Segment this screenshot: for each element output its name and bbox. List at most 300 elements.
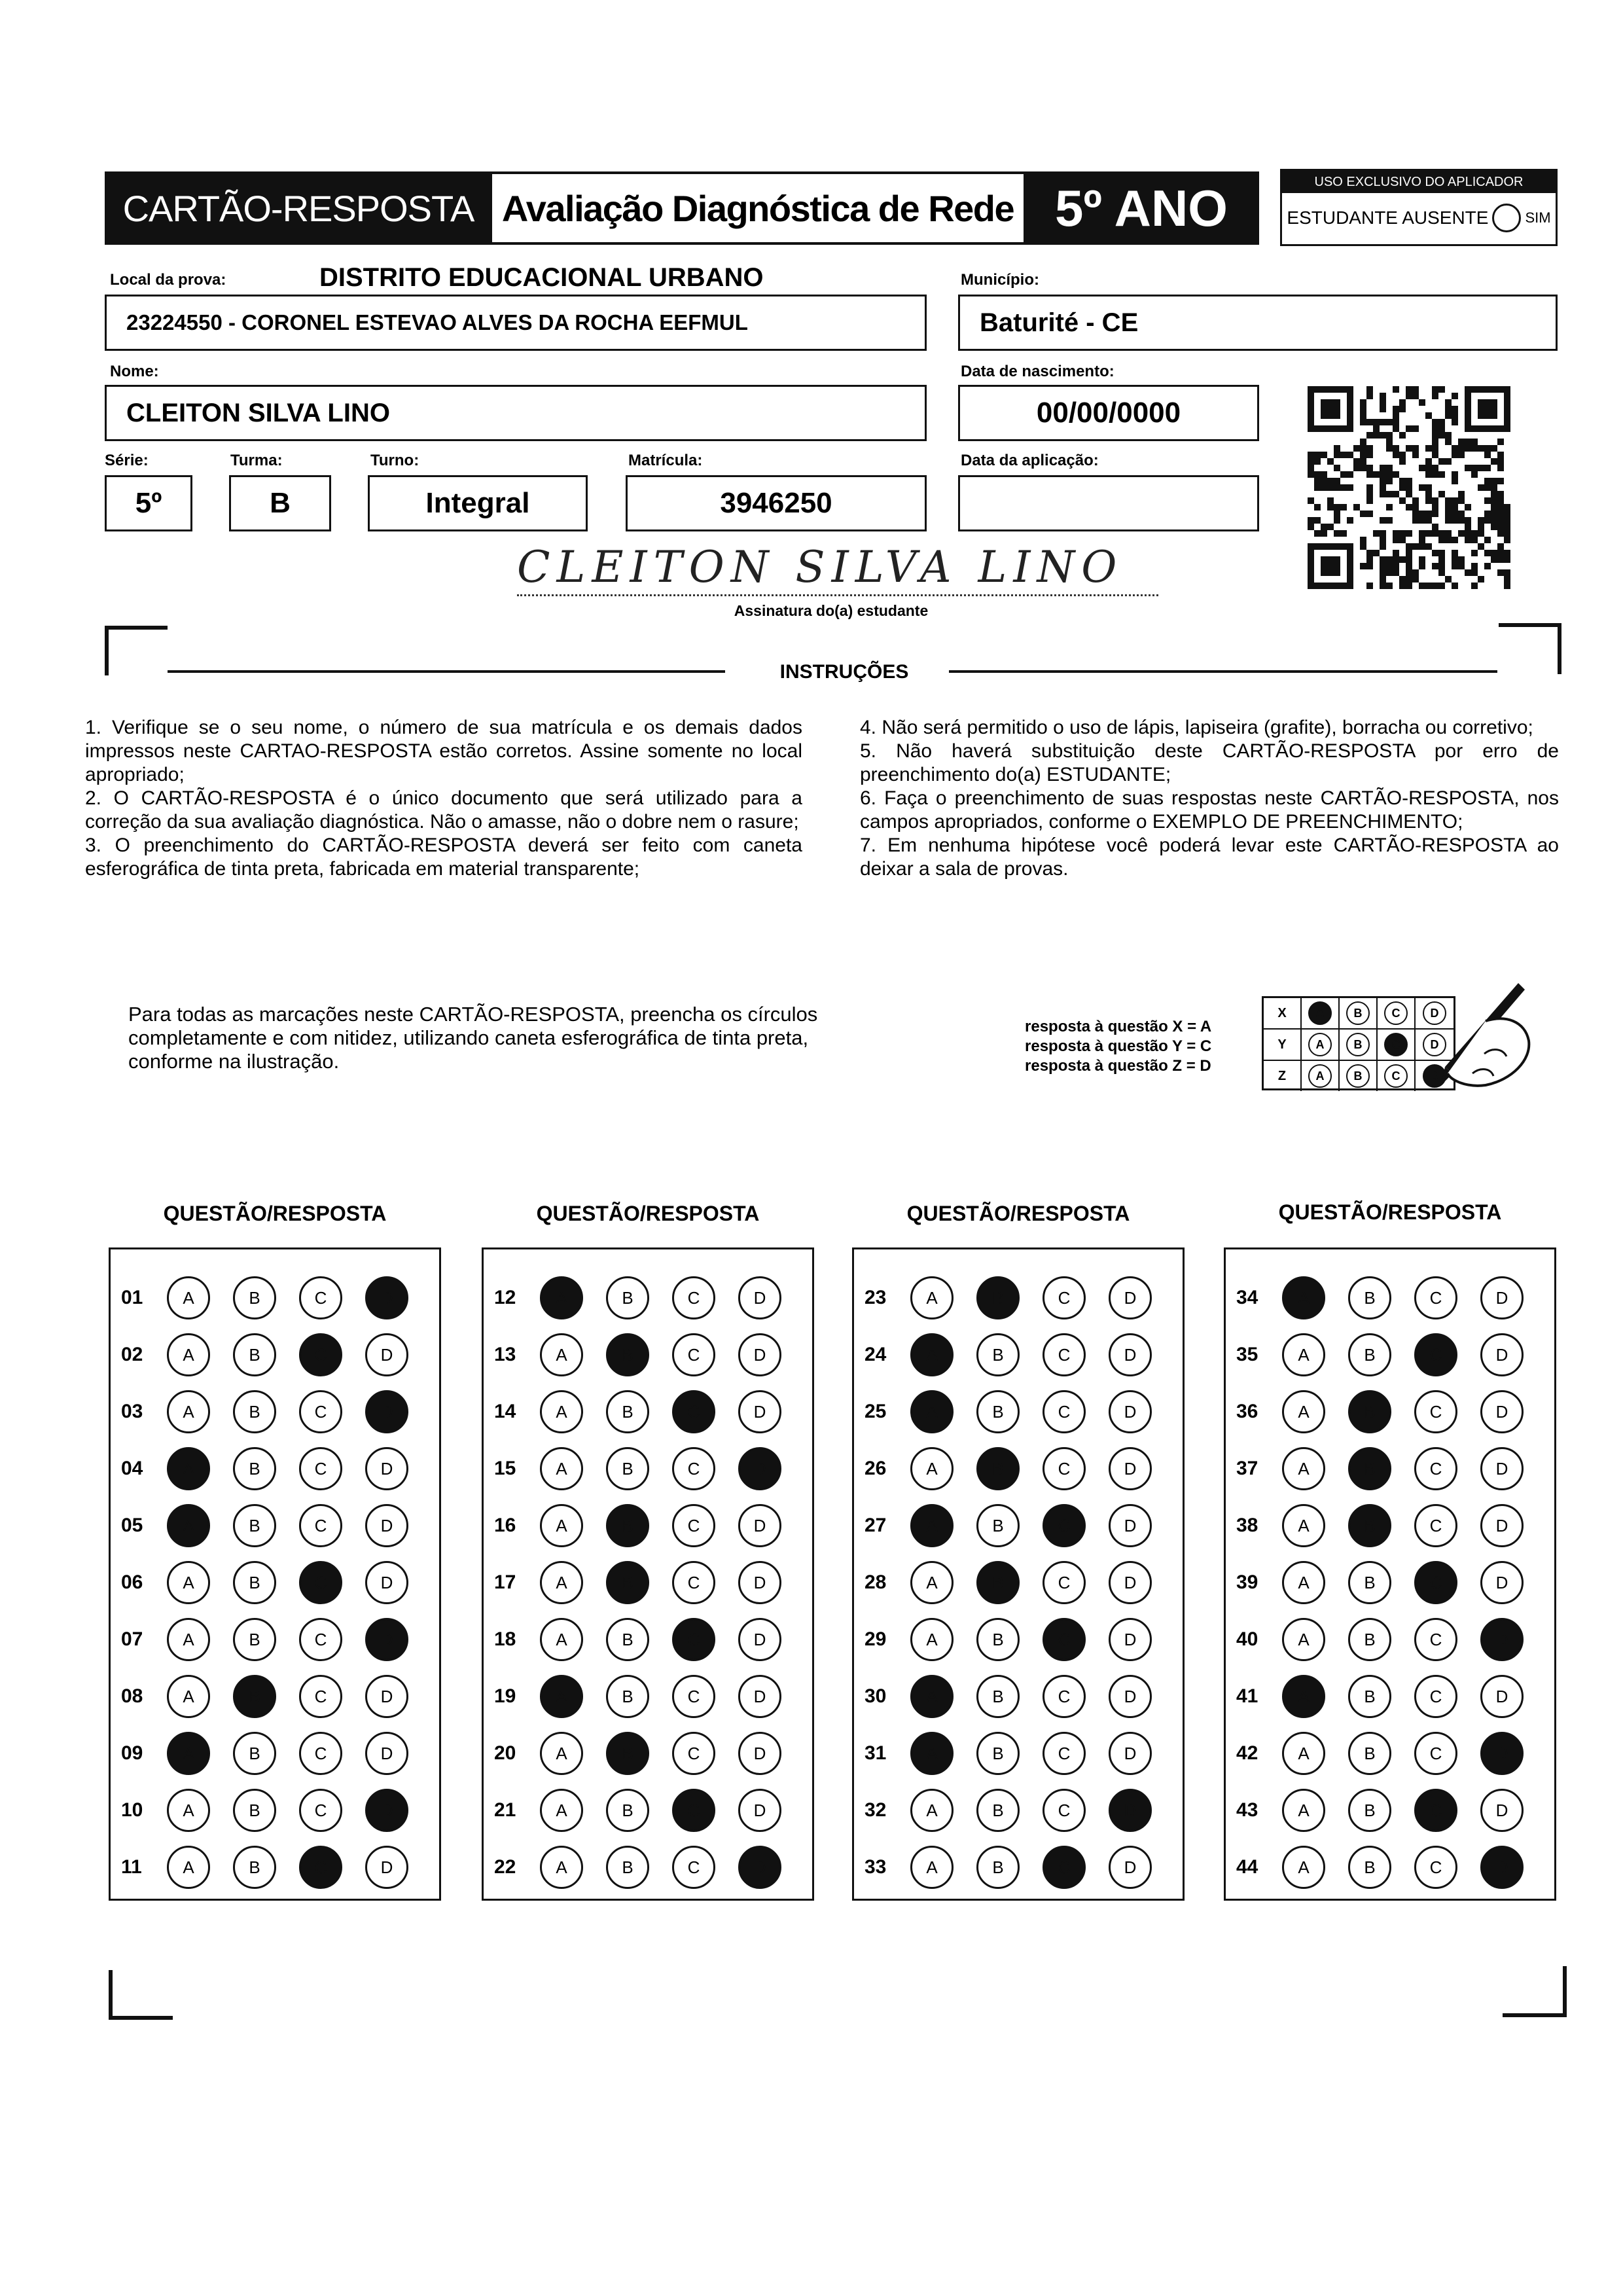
answer-bubble-d[interactable]: D bbox=[738, 1390, 781, 1433]
aplicacao-label: Data da aplicação: bbox=[961, 452, 1099, 469]
answer-bubble-b[interactable]: B bbox=[606, 1789, 649, 1832]
instructions-right bbox=[860, 716, 1559, 881]
answer-bubble-d[interactable]: D bbox=[365, 1390, 408, 1433]
answer-bubble-b[interactable]: B bbox=[976, 1447, 1020, 1490]
answer-bubble-b[interactable]: B bbox=[606, 1732, 649, 1775]
answer-bubble-b[interactable]: B bbox=[1348, 1333, 1391, 1376]
question-row bbox=[111, 1497, 431, 1554]
answer-bubble-a[interactable]: A bbox=[910, 1675, 954, 1718]
question-row bbox=[111, 1554, 431, 1611]
answer-bubble-a[interactable]: A bbox=[167, 1333, 210, 1376]
question-number: 21 bbox=[494, 1799, 516, 1821]
question-number: 02 bbox=[121, 1344, 143, 1365]
answer-bubble-c[interactable]: C bbox=[299, 1732, 342, 1775]
answer-bubble-b[interactable]: B bbox=[1348, 1846, 1391, 1889]
question-row bbox=[111, 1326, 431, 1384]
answer-bubble-a[interactable]: A bbox=[540, 1447, 583, 1490]
answer-bubble-d[interactable]: D bbox=[738, 1561, 781, 1604]
answer-bubble-c[interactable]: C bbox=[1043, 1618, 1086, 1661]
question-number: 25 bbox=[865, 1401, 887, 1422]
answer-bubble-a[interactable]: A bbox=[1282, 1504, 1325, 1547]
example-bubble-d: D bbox=[1423, 1001, 1446, 1025]
answer-bubble-b[interactable]: B bbox=[606, 1333, 649, 1376]
answer-bubble-a[interactable]: A bbox=[1282, 1561, 1325, 1604]
applicator-box bbox=[1280, 169, 1558, 246]
answer-bubble-a[interactable]: A bbox=[910, 1732, 954, 1775]
answer-bubble-a[interactable]: A bbox=[540, 1846, 583, 1889]
answer-bubble-b[interactable]: B bbox=[1348, 1675, 1391, 1718]
example-cell bbox=[1340, 1030, 1378, 1060]
example-bubble-a: A bbox=[1308, 1064, 1332, 1088]
answer-bubble-d[interactable]: D bbox=[1480, 1333, 1524, 1376]
answer-bubble-b[interactable]: B bbox=[1348, 1447, 1391, 1490]
answer-bubble-a[interactable]: A bbox=[1282, 1675, 1325, 1718]
answer-bubble-b[interactable]: B bbox=[976, 1675, 1020, 1718]
answer-bubble-d[interactable]: D bbox=[738, 1732, 781, 1775]
question-row bbox=[854, 1611, 1175, 1668]
example-bubble-b: B bbox=[1346, 1033, 1370, 1056]
question-number: 07 bbox=[121, 1628, 143, 1650]
question-number: 11 bbox=[121, 1856, 142, 1878]
answer-bubble-b[interactable]: B bbox=[976, 1390, 1020, 1433]
answer-bubble-c[interactable]: C bbox=[672, 1504, 715, 1547]
answer-grid-3 bbox=[852, 1247, 1185, 1901]
serie-label: Série: bbox=[105, 452, 149, 469]
answer-bubble-b[interactable]: B bbox=[233, 1789, 276, 1832]
corner-mark-top-left bbox=[105, 626, 168, 675]
local-label: Local da prova: bbox=[110, 271, 226, 289]
question-number: 38 bbox=[1236, 1515, 1258, 1536]
answer-bubble-b[interactable]: B bbox=[1348, 1732, 1391, 1775]
answer-bubble-c[interactable]: C bbox=[299, 1789, 342, 1832]
answer-bubble-c[interactable]: C bbox=[672, 1276, 715, 1319]
instruction-7: 7. Em nenhuma hipótese você poderá levar este CARTÃO-RESPOSTA ao deixar a sala de provas. bbox=[860, 834, 1559, 880]
question-number: 15 bbox=[494, 1458, 516, 1479]
answer-bubble-a[interactable]: A bbox=[1282, 1618, 1325, 1661]
instructions-left bbox=[85, 716, 802, 881]
answer-bubble-b[interactable]: B bbox=[606, 1276, 649, 1319]
answer-bubble-d[interactable]: D bbox=[365, 1846, 408, 1889]
question-row bbox=[484, 1839, 804, 1896]
answer-bubble-c[interactable]: C bbox=[672, 1390, 715, 1433]
answer-bubble-c[interactable]: C bbox=[1414, 1618, 1457, 1661]
answer-bubble-c[interactable]: C bbox=[299, 1447, 342, 1490]
corner-mark-bottom-right bbox=[1503, 1966, 1567, 2017]
answer-bubble-d[interactable]: D bbox=[738, 1618, 781, 1661]
answer-bubble-a[interactable]: A bbox=[167, 1504, 210, 1547]
question-number: 36 bbox=[1236, 1401, 1258, 1422]
question-row bbox=[854, 1440, 1175, 1498]
answer-bubble-c[interactable]: C bbox=[1414, 1276, 1457, 1319]
local-field bbox=[105, 295, 927, 351]
answer-bubble-d[interactable]: D bbox=[738, 1789, 781, 1832]
question-row bbox=[1226, 1782, 1546, 1839]
answer-bubble-d[interactable]: D bbox=[1109, 1675, 1152, 1718]
answer-bubble-a[interactable]: A bbox=[910, 1276, 954, 1319]
question-number: 43 bbox=[1236, 1799, 1258, 1821]
question-row bbox=[854, 1383, 1175, 1441]
question-number: 10 bbox=[121, 1799, 143, 1821]
answer-bubble-a[interactable]: A bbox=[540, 1789, 583, 1832]
answer-bubble-b[interactable]: B bbox=[233, 1618, 276, 1661]
answer-bubble-b[interactable]: B bbox=[233, 1504, 276, 1547]
answer-bubble-a[interactable]: A bbox=[1282, 1276, 1325, 1319]
question-row bbox=[484, 1725, 804, 1782]
answer-bubble-d[interactable]: D bbox=[1109, 1276, 1152, 1319]
answer-bubble-c[interactable]: C bbox=[1043, 1447, 1086, 1490]
answer-bubble-c[interactable]: C bbox=[672, 1846, 715, 1889]
question-number: 01 bbox=[121, 1287, 143, 1308]
answer-bubble-c[interactable]: C bbox=[299, 1276, 342, 1319]
example-bubble-c: C bbox=[1384, 1001, 1408, 1025]
answer-bubble-a[interactable]: A bbox=[167, 1789, 210, 1832]
answer-bubble-d[interactable]: D bbox=[1109, 1789, 1152, 1832]
answer-bubble-c[interactable]: C bbox=[672, 1333, 715, 1376]
answer-bubble-c[interactable]: C bbox=[1043, 1504, 1086, 1547]
question-number: 24 bbox=[865, 1344, 887, 1365]
answer-bubble-c[interactable]: C bbox=[299, 1675, 342, 1718]
answer-bubble-d[interactable]: D bbox=[365, 1276, 408, 1319]
answer-bubble-c[interactable]: C bbox=[672, 1675, 715, 1718]
example-row-label: Y bbox=[1264, 1030, 1302, 1060]
answer-bubble-b[interactable]: B bbox=[976, 1276, 1020, 1319]
answer-bubble-c[interactable]: C bbox=[1414, 1561, 1457, 1604]
nome-value: CLEITON SILVA LINO bbox=[126, 398, 390, 427]
answer-bubble-d[interactable]: D bbox=[1480, 1732, 1524, 1775]
answer-bubble-a[interactable]: A bbox=[910, 1390, 954, 1433]
answer-bubble-b[interactable]: B bbox=[1348, 1276, 1391, 1319]
evaluation-title-box bbox=[490, 171, 1026, 245]
question-row bbox=[854, 1782, 1175, 1839]
answer-bubble-a[interactable]: A bbox=[910, 1333, 954, 1376]
question-row bbox=[111, 1839, 431, 1896]
turma-value: B bbox=[270, 487, 291, 519]
answer-bubble-d[interactable]: D bbox=[1109, 1846, 1152, 1889]
answer-bubble-b[interactable]: B bbox=[976, 1333, 1020, 1376]
municipio-value: Baturité - CE bbox=[980, 308, 1139, 337]
answer-bubble-d[interactable]: D bbox=[1480, 1276, 1524, 1319]
question-number: 13 bbox=[494, 1344, 516, 1365]
answer-bubble-d[interactable]: D bbox=[365, 1618, 408, 1661]
answer-bubble-a[interactable]: A bbox=[540, 1732, 583, 1775]
answer-bubble-b[interactable]: B bbox=[976, 1504, 1020, 1547]
question-number: 34 bbox=[1236, 1287, 1258, 1308]
answer-bubble-a[interactable]: A bbox=[910, 1561, 954, 1604]
answer-bubble-b[interactable]: B bbox=[606, 1618, 649, 1661]
question-row bbox=[1226, 1554, 1546, 1611]
question-row bbox=[1226, 1839, 1546, 1896]
answer-bubble-b[interactable]: B bbox=[233, 1675, 276, 1718]
answer-bubble-c[interactable]: C bbox=[299, 1561, 342, 1604]
answer-bubble-d[interactable]: D bbox=[1480, 1504, 1524, 1547]
example-cell bbox=[1302, 998, 1340, 1028]
answer-bubble-b[interactable]: B bbox=[606, 1561, 649, 1604]
answer-bubble-c[interactable]: C bbox=[299, 1618, 342, 1661]
question-number: 03 bbox=[121, 1401, 143, 1422]
answer-bubble-c[interactable]: C bbox=[1043, 1390, 1086, 1433]
answer-bubble-c[interactable]: C bbox=[1043, 1333, 1086, 1376]
answer-bubble-b[interactable]: B bbox=[233, 1846, 276, 1889]
question-row bbox=[1226, 1269, 1546, 1327]
answer-bubble-c[interactable]: C bbox=[1414, 1333, 1457, 1376]
question-row bbox=[854, 1839, 1175, 1896]
example-bubble-c: C bbox=[1384, 1033, 1408, 1056]
grade-label: 5º ANO bbox=[1055, 179, 1228, 237]
question-number: 19 bbox=[494, 1685, 516, 1707]
answer-bubble-c[interactable]: C bbox=[299, 1390, 342, 1433]
answer-bubble-a[interactable]: A bbox=[167, 1675, 210, 1718]
answer-bubble-c[interactable]: C bbox=[299, 1846, 342, 1889]
example-cell bbox=[1302, 1061, 1340, 1091]
instruction-1: 1. Verifique se o seu nome, o número de sua matrícula e os demais dados impressos neste CARTAO-RESPOSTA estão corretos. Assine somente no local apropriado; bbox=[85, 717, 802, 785]
question-row bbox=[1226, 1326, 1546, 1384]
instruction-5: 5. Não haverá substituição deste CARTÃO-RESPOSTA por erro de preenchimento do(a) ESTUDANTE; bbox=[860, 740, 1559, 785]
answer-bubble-d[interactable]: D bbox=[738, 1447, 781, 1490]
applicator-header: USO EXCLUSIVO DO APLICADOR bbox=[1282, 171, 1556, 193]
example-cell bbox=[1340, 998, 1378, 1028]
question-row bbox=[1226, 1383, 1546, 1441]
answer-bubble-d[interactable]: D bbox=[738, 1846, 781, 1889]
answer-bubble-a[interactable]: A bbox=[910, 1846, 954, 1889]
column-title-4: QUESTÃO/RESPOSTA bbox=[1278, 1200, 1502, 1224]
answer-bubble-a[interactable]: A bbox=[167, 1447, 210, 1490]
example-bubble-a: A bbox=[1308, 1001, 1332, 1025]
answer-bubble-a[interactable]: A bbox=[910, 1504, 954, 1547]
answer-bubble-d[interactable]: D bbox=[1480, 1390, 1524, 1433]
example-line-x: resposta à questão X = A bbox=[1025, 1018, 1212, 1035]
answer-bubble-c[interactable]: C bbox=[1043, 1675, 1086, 1718]
local-district: DISTRITO EDUCACIONAL URBANO bbox=[319, 263, 764, 292]
answer-bubble-c[interactable]: C bbox=[1043, 1846, 1086, 1889]
answer-bubble-a[interactable]: A bbox=[910, 1618, 954, 1661]
answer-bubble-b[interactable]: B bbox=[606, 1447, 649, 1490]
answer-bubble-d[interactable]: D bbox=[1109, 1447, 1152, 1490]
question-row bbox=[1226, 1725, 1546, 1782]
answer-bubble-d[interactable]: D bbox=[1480, 1846, 1524, 1889]
question-row bbox=[484, 1440, 804, 1498]
answer-bubble-d[interactable]: D bbox=[738, 1333, 781, 1376]
answer-bubble-a[interactable]: A bbox=[167, 1390, 210, 1433]
answer-bubble-b[interactable]: B bbox=[233, 1333, 276, 1376]
answer-bubble-b[interactable]: B bbox=[1348, 1390, 1391, 1433]
turma-label: Turma: bbox=[230, 452, 283, 469]
question-number: 12 bbox=[494, 1287, 516, 1308]
question-row bbox=[1226, 1497, 1546, 1554]
answer-bubble-d[interactable]: D bbox=[1109, 1618, 1152, 1661]
example-row-label: X bbox=[1264, 998, 1302, 1028]
corner-mark-bottom-left bbox=[109, 1970, 173, 2020]
nascimento-field bbox=[958, 385, 1259, 441]
example-line-z: resposta à questão Z = D bbox=[1025, 1057, 1211, 1075]
answer-bubble-c[interactable]: C bbox=[1414, 1447, 1457, 1490]
question-row bbox=[484, 1326, 804, 1384]
answer-bubble-a[interactable]: A bbox=[167, 1561, 210, 1604]
answer-bubble-b[interactable]: B bbox=[976, 1732, 1020, 1775]
answer-bubble-b[interactable]: B bbox=[606, 1846, 649, 1889]
question-row bbox=[854, 1668, 1175, 1725]
answer-bubble-b[interactable]: B bbox=[976, 1846, 1020, 1889]
answer-bubble-a[interactable]: A bbox=[540, 1390, 583, 1433]
question-row bbox=[1226, 1611, 1546, 1668]
question-row bbox=[111, 1611, 431, 1668]
cartao-resposta-label: CARTÃO-RESPOSTA bbox=[122, 187, 474, 229]
answer-bubble-b[interactable]: B bbox=[233, 1447, 276, 1490]
question-number: 26 bbox=[865, 1458, 887, 1479]
answer-bubble-c[interactable]: C bbox=[1414, 1675, 1457, 1718]
question-number: 16 bbox=[494, 1515, 516, 1536]
answer-bubble-b[interactable]: B bbox=[1348, 1618, 1391, 1661]
answer-bubble-a[interactable]: A bbox=[1282, 1789, 1325, 1832]
answer-bubble-c[interactable]: C bbox=[1043, 1732, 1086, 1775]
answer-bubble-c[interactable]: C bbox=[672, 1561, 715, 1604]
answer-bubble-c[interactable]: C bbox=[672, 1447, 715, 1490]
question-number: 35 bbox=[1236, 1344, 1258, 1365]
answer-bubble-a[interactable]: A bbox=[540, 1504, 583, 1547]
answer-bubble-d[interactable]: D bbox=[1109, 1390, 1152, 1433]
answer-bubble-c[interactable]: C bbox=[299, 1333, 342, 1376]
grade-banner bbox=[1024, 171, 1259, 245]
answer-bubble-c[interactable]: C bbox=[672, 1618, 715, 1661]
answer-bubble-d[interactable]: D bbox=[1480, 1447, 1524, 1490]
question-row bbox=[484, 1668, 804, 1725]
answer-bubble-d[interactable]: D bbox=[365, 1504, 408, 1547]
answer-bubble-c[interactable]: C bbox=[1043, 1276, 1086, 1319]
answer-bubble-a[interactable]: A bbox=[540, 1276, 583, 1319]
answer-bubble-b[interactable]: B bbox=[233, 1732, 276, 1775]
answer-bubble-d[interactable]: D bbox=[1109, 1504, 1152, 1547]
answer-grid-1 bbox=[109, 1247, 441, 1901]
question-number: 40 bbox=[1236, 1628, 1258, 1650]
answer-bubble-b[interactable]: B bbox=[976, 1789, 1020, 1832]
question-row bbox=[111, 1782, 431, 1839]
serie-value: 5º bbox=[135, 487, 162, 519]
question-row bbox=[484, 1611, 804, 1668]
answer-bubble-a[interactable]: A bbox=[540, 1618, 583, 1661]
answer-bubble-c[interactable]: C bbox=[1414, 1390, 1457, 1433]
matricula-field bbox=[626, 475, 927, 531]
answer-bubble-a[interactable]: A bbox=[540, 1333, 583, 1376]
answer-bubble-b[interactable]: B bbox=[1348, 1789, 1391, 1832]
turma-field bbox=[229, 475, 331, 531]
matricula-label: Matrícula: bbox=[628, 452, 703, 469]
answer-bubble-b[interactable]: B bbox=[976, 1561, 1020, 1604]
question-number: 29 bbox=[865, 1628, 887, 1650]
answer-bubble-d[interactable]: D bbox=[738, 1276, 781, 1319]
example-line-y: resposta à questão Y = C bbox=[1025, 1037, 1212, 1055]
example-bubble-a: A bbox=[1308, 1033, 1332, 1056]
answer-bubble-a[interactable]: A bbox=[910, 1447, 954, 1490]
answer-bubble-b[interactable]: B bbox=[233, 1276, 276, 1319]
example-legend bbox=[1025, 1017, 1211, 1076]
question-number: 09 bbox=[121, 1742, 143, 1764]
answer-bubble-a[interactable]: A bbox=[1282, 1390, 1325, 1433]
answer-bubble-b[interactable]: B bbox=[1348, 1504, 1391, 1547]
answer-bubble-a[interactable]: A bbox=[167, 1732, 210, 1775]
question-row bbox=[854, 1269, 1175, 1327]
instruction-4: 4. Não será permitido o uso de lápis, lapiseira (grafite), borracha ou corretivo; bbox=[860, 717, 1533, 738]
example-row-label: Z bbox=[1264, 1061, 1302, 1091]
answer-bubble-c[interactable]: C bbox=[1043, 1561, 1086, 1604]
answer-bubble-c[interactable]: C bbox=[1414, 1846, 1457, 1889]
answer-bubble-d[interactable]: D bbox=[1480, 1789, 1524, 1832]
example-cell bbox=[1340, 1061, 1378, 1091]
instruction-2: 2. O CARTÃO-RESPOSTA é o único documento que será utilizado para a correção da sua avaliação diagnóstica. Não o amasse, não o dobre nem o rasure; bbox=[85, 787, 802, 833]
answer-bubble-a[interactable]: A bbox=[540, 1675, 583, 1718]
answer-bubble-c[interactable]: C bbox=[1043, 1789, 1086, 1832]
municipio-field bbox=[958, 295, 1558, 351]
answer-bubble-c[interactable]: C bbox=[1414, 1504, 1457, 1547]
question-number: 39 bbox=[1236, 1571, 1258, 1593]
answer-bubble-d[interactable]: D bbox=[1109, 1333, 1152, 1376]
question-number: 06 bbox=[121, 1571, 143, 1593]
answer-bubble-c[interactable]: C bbox=[1414, 1732, 1457, 1775]
question-number: 33 bbox=[865, 1856, 887, 1878]
question-number: 22 bbox=[494, 1856, 516, 1878]
instructions-title: INSTRUÇÕES bbox=[740, 661, 949, 683]
absent-checkbox[interactable] bbox=[1492, 204, 1521, 232]
answer-bubble-a[interactable]: A bbox=[167, 1618, 210, 1661]
answer-bubble-b[interactable]: B bbox=[233, 1561, 276, 1604]
answer-bubble-c[interactable]: C bbox=[1414, 1789, 1457, 1832]
answer-bubble-d[interactable]: D bbox=[365, 1732, 408, 1775]
pen-hand-illustration bbox=[1407, 975, 1531, 1106]
answer-bubble-d[interactable]: D bbox=[365, 1561, 408, 1604]
answer-bubble-b[interactable]: B bbox=[606, 1504, 649, 1547]
question-number: 14 bbox=[494, 1401, 516, 1422]
answer-bubble-b[interactable]: B bbox=[1348, 1561, 1391, 1604]
answer-bubble-b[interactable]: B bbox=[976, 1618, 1020, 1661]
question-number: 31 bbox=[865, 1742, 887, 1764]
answer-bubble-c[interactable]: C bbox=[299, 1504, 342, 1547]
question-number: 17 bbox=[494, 1571, 516, 1593]
nascimento-value: 00/00/0000 bbox=[1036, 397, 1181, 429]
turno-field bbox=[368, 475, 588, 531]
answer-bubble-a[interactable]: A bbox=[540, 1561, 583, 1604]
answer-bubble-a[interactable]: A bbox=[910, 1789, 954, 1832]
answer-bubble-d[interactable]: D bbox=[738, 1675, 781, 1718]
question-row bbox=[1226, 1668, 1546, 1725]
question-row bbox=[1226, 1440, 1546, 1498]
answer-bubble-a[interactable]: A bbox=[1282, 1447, 1325, 1490]
answer-bubble-d[interactable]: D bbox=[1480, 1675, 1524, 1718]
answer-bubble-d[interactable]: D bbox=[1109, 1732, 1152, 1775]
question-number: 05 bbox=[121, 1515, 143, 1536]
answer-bubble-a[interactable]: A bbox=[1282, 1333, 1325, 1376]
answer-bubble-b[interactable]: B bbox=[606, 1390, 649, 1433]
answer-bubble-d[interactable]: D bbox=[365, 1333, 408, 1376]
answer-bubble-b[interactable]: B bbox=[606, 1675, 649, 1718]
answer-bubble-d[interactable]: D bbox=[365, 1447, 408, 1490]
answer-bubble-d[interactable]: D bbox=[738, 1504, 781, 1547]
answer-bubble-d[interactable]: D bbox=[1480, 1561, 1524, 1604]
instructions-rule-left bbox=[168, 670, 725, 673]
answer-bubble-d[interactable]: D bbox=[1109, 1561, 1152, 1604]
answer-bubble-d[interactable]: D bbox=[1480, 1618, 1524, 1661]
answer-bubble-a[interactable]: A bbox=[1282, 1846, 1325, 1889]
column-title-2: QUESTÃO/RESPOSTA bbox=[536, 1202, 760, 1225]
answer-bubble-a[interactable]: A bbox=[167, 1846, 210, 1889]
answer-bubble-b[interactable]: B bbox=[233, 1390, 276, 1433]
absent-label: ESTUDANTE AUSENTE bbox=[1287, 207, 1489, 228]
answer-bubble-c[interactable]: C bbox=[672, 1789, 715, 1832]
answer-bubble-c[interactable]: C bbox=[672, 1732, 715, 1775]
answer-bubble-a[interactable]: A bbox=[167, 1276, 210, 1319]
instruction-6: 6. Faça o preenchimento de suas respostas neste CARTÃO-RESPOSTA, nos campos apropriados, conforme o EXEMPLO DE PREENCHIMENTO; bbox=[860, 787, 1559, 833]
answer-bubble-d[interactable]: D bbox=[365, 1789, 408, 1832]
question-row bbox=[854, 1326, 1175, 1384]
answer-bubble-a[interactable]: A bbox=[1282, 1732, 1325, 1775]
answer-bubble-d[interactable]: D bbox=[365, 1675, 408, 1718]
